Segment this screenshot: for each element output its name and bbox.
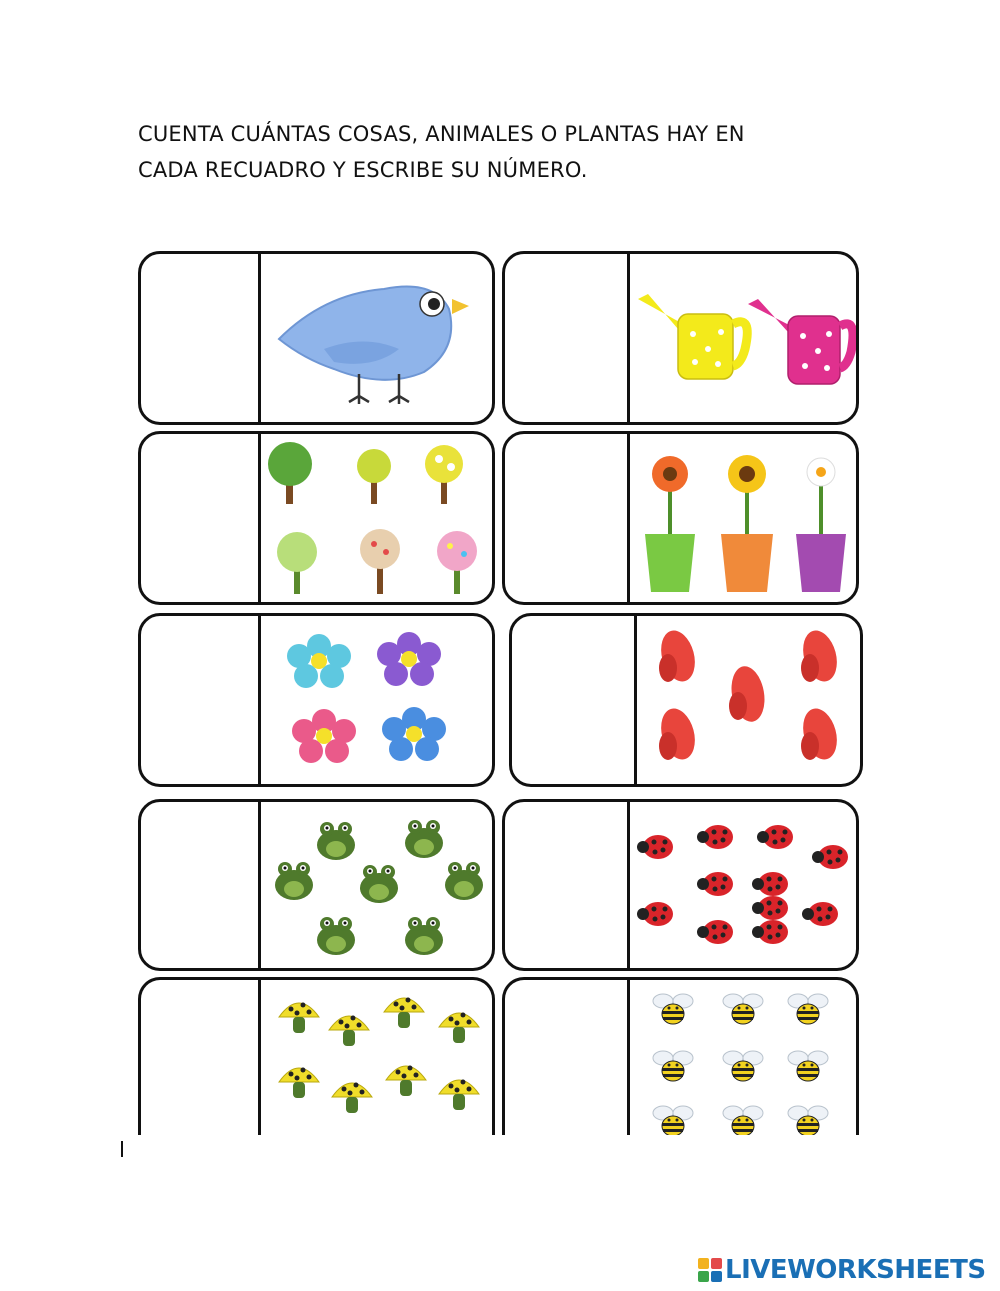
card-ladybugs <box>502 799 859 971</box>
card-watering-cans <box>502 251 859 425</box>
text-cursor-mark <box>121 1141 123 1157</box>
mushroom-icon <box>279 1068 319 1099</box>
answer-input-frogs[interactable] <box>141 802 261 968</box>
picture-watering-cans <box>633 254 856 422</box>
bee-icon <box>788 1051 828 1081</box>
ladybug-icon <box>752 920 788 944</box>
answer-input-mushrooms[interactable] <box>141 980 261 1135</box>
tree-icon <box>360 529 400 594</box>
picture-bird <box>264 254 492 422</box>
bee-icon <box>788 1106 828 1135</box>
ladybug-icon <box>752 896 788 920</box>
butterfly-icon <box>656 705 700 764</box>
watering-can-icon <box>748 299 853 384</box>
card-trees <box>138 431 495 605</box>
ladybug-icon <box>757 825 793 849</box>
card-potted-flowers <box>502 431 859 605</box>
tree-icon <box>268 442 312 504</box>
bee-icon <box>653 994 693 1024</box>
ladybug-icon <box>752 872 788 896</box>
card-flowers <box>138 613 495 787</box>
ladybug-icon <box>697 872 733 896</box>
ladybug-icon <box>637 835 673 859</box>
mushroom-icon <box>384 998 424 1029</box>
mushroom-icon <box>386 1066 426 1097</box>
answer-input-potted-flowers[interactable] <box>505 434 630 602</box>
ladybug-icon <box>697 920 733 944</box>
tree-icon <box>425 445 463 504</box>
flower-icon <box>382 707 446 761</box>
answer-input-watering-cans[interactable] <box>505 254 630 422</box>
liveworksheets-logo <box>698 1256 986 1284</box>
frog-icon <box>317 822 355 860</box>
bee-icon <box>653 1051 693 1081</box>
frog-icon <box>360 865 398 903</box>
picture-mushrooms <box>264 980 492 1135</box>
answer-input-bird[interactable] <box>141 254 261 422</box>
tree-icon <box>357 449 391 504</box>
flower-icon <box>287 634 351 688</box>
picture-frogs <box>264 802 492 968</box>
frog-icon <box>445 862 483 900</box>
ladybug-icon <box>637 902 673 926</box>
picture-butterflies <box>640 616 860 784</box>
bird-icon <box>279 287 469 405</box>
frog-icon <box>405 820 443 858</box>
instructions <box>138 116 898 188</box>
frog-icon <box>405 917 443 955</box>
mushroom-icon <box>332 1083 372 1114</box>
mushroom-icon <box>439 1013 479 1044</box>
answer-input-ladybugs[interactable] <box>505 802 630 968</box>
card-bird <box>138 251 495 425</box>
answer-input-flowers[interactable] <box>141 616 261 784</box>
answer-input-trees[interactable] <box>141 434 261 602</box>
card-frogs <box>138 799 495 971</box>
mushroom-icon <box>279 1003 319 1034</box>
butterfly-icon <box>798 705 842 764</box>
answer-input-bees[interactable] <box>505 980 630 1135</box>
liveworksheets-logo-text: LIVEWORKSHEETS <box>725 1255 986 1285</box>
frog-icon <box>275 862 313 900</box>
frog-icon <box>317 917 355 955</box>
ladybug-icon <box>812 845 848 869</box>
ladybug-icon <box>697 825 733 849</box>
picture-trees <box>264 434 492 602</box>
instructions-line-2: CADA RECUADRO Y ESCRIBE SU NÚMERO. <box>138 158 588 182</box>
instructions-line-1: CUENTA CUÁNTAS COSAS, ANIMALES O PLANTAS HAY EN <box>138 122 745 146</box>
butterfly-icon <box>727 664 768 725</box>
card-bees <box>502 977 859 1135</box>
picture-ladybugs <box>633 802 856 968</box>
flower-icon <box>377 632 441 686</box>
ladybug-icon <box>802 902 838 926</box>
bee-icon <box>723 1106 763 1135</box>
mushroom-icon <box>329 1016 369 1047</box>
tree-icon <box>277 532 317 594</box>
potted-flower-icon <box>721 455 773 592</box>
watering-can-icon <box>638 294 747 379</box>
bee-icon <box>723 1051 763 1081</box>
answer-input-butterflies[interactable] <box>512 616 637 784</box>
liveworksheets-logo-icon <box>698 1258 722 1282</box>
card-butterflies <box>509 613 863 787</box>
bee-icon <box>723 994 763 1024</box>
butterfly-icon <box>656 627 700 686</box>
bee-icon <box>653 1106 693 1135</box>
picture-bees <box>633 980 856 1135</box>
mushroom-icon <box>439 1080 479 1111</box>
bee-icon <box>788 994 828 1024</box>
card-mushrooms <box>138 977 495 1135</box>
flower-icon <box>292 709 356 763</box>
picture-potted-flowers <box>633 434 856 602</box>
picture-flowers <box>264 616 492 784</box>
potted-flower-icon <box>796 458 846 592</box>
potted-flower-icon <box>645 456 695 592</box>
butterfly-icon <box>798 627 842 686</box>
tree-icon <box>437 531 477 594</box>
